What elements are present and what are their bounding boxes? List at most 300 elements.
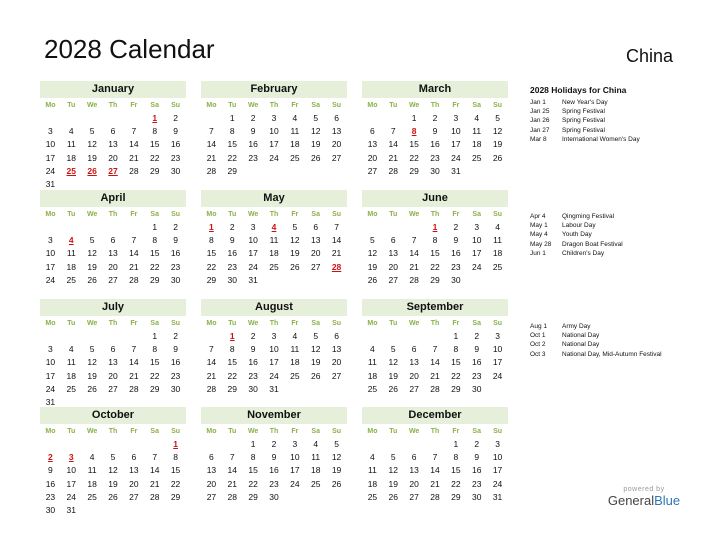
day-cell: 23 xyxy=(471,478,482,489)
day-cell: 8 xyxy=(432,235,438,246)
holiday-date: Jan 26 xyxy=(530,117,550,125)
weekday-label: Th xyxy=(269,320,279,327)
holiday-date: Mar 8 xyxy=(530,135,547,143)
day-cell: 12 xyxy=(87,139,97,150)
holiday-row xyxy=(530,350,710,359)
weekday-label: Mo xyxy=(45,102,56,109)
day-cell: 4 xyxy=(292,331,298,341)
day-cell: 13 xyxy=(108,357,118,368)
day-cell: 26 xyxy=(87,383,97,394)
day-cell: 10 xyxy=(45,357,56,368)
holiday-name: International Women's Day xyxy=(562,135,640,143)
day-cell: 5 xyxy=(292,222,298,232)
day-cell: 17 xyxy=(45,370,56,381)
day-grid xyxy=(40,221,186,287)
day-cell: 17 xyxy=(290,465,300,476)
day-cell: 29 xyxy=(149,274,160,285)
weekday-label: Fr xyxy=(291,102,299,109)
holiday-row xyxy=(530,116,710,125)
day-cell: 22 xyxy=(451,478,461,489)
empty-day xyxy=(61,221,82,234)
weekday-label: We xyxy=(408,211,420,218)
weekday-label: Th xyxy=(108,102,118,109)
day-cell: 12 xyxy=(108,465,118,476)
empty-day xyxy=(425,438,446,451)
weekday-label: Sa xyxy=(472,211,481,218)
day-cell: 16 xyxy=(451,248,461,259)
day-cell: 22 xyxy=(170,478,181,489)
day-cell: 29 xyxy=(227,165,237,176)
day-grid xyxy=(362,438,508,504)
holiday-row xyxy=(530,249,710,258)
day-cell: 18 xyxy=(87,478,97,489)
day-cell: 20 xyxy=(310,248,321,259)
weekday-label: Fr xyxy=(452,320,460,327)
day-cell: 22 xyxy=(451,370,461,381)
day-grid xyxy=(40,330,186,409)
weekday-label: Tu xyxy=(389,102,398,109)
day-cell: 15 xyxy=(248,465,258,476)
weekday-label: Su xyxy=(171,102,181,109)
weekday-label: Tu xyxy=(228,320,237,327)
day-cell: 20 xyxy=(108,370,118,381)
day-cell: 5 xyxy=(89,126,95,137)
day-cell: 12 xyxy=(87,248,97,259)
day-cell: 10 xyxy=(45,139,56,150)
day-cell: 7 xyxy=(209,126,214,137)
day-cell: 25 xyxy=(367,383,378,394)
day-cell: 24 xyxy=(248,261,258,272)
day-grid xyxy=(201,438,347,504)
day-cell: 10 xyxy=(492,452,503,463)
day-cell: 24 xyxy=(45,383,56,394)
day-cell: 7 xyxy=(131,344,137,355)
holiday-name: Army Day xyxy=(562,323,591,330)
day-cell: 11 xyxy=(66,357,76,368)
holiday-day: 1 xyxy=(432,222,438,232)
day-cell: 24 xyxy=(471,261,482,272)
day-cell: 22 xyxy=(227,370,237,381)
day-cell: 9 xyxy=(250,126,256,137)
weekday-label: Tu xyxy=(389,320,398,327)
holiday-day: 1 xyxy=(152,113,158,123)
weekday-label: We xyxy=(86,320,98,327)
day-grid xyxy=(201,112,347,178)
day-cell: 19 xyxy=(310,357,321,368)
day-cell: 28 xyxy=(206,165,217,176)
day-cell: 10 xyxy=(45,248,56,259)
weekday-label: Th xyxy=(108,428,118,435)
day-cell: 28 xyxy=(430,383,440,394)
day-cell: 20 xyxy=(331,139,342,150)
day-cell: 22 xyxy=(206,261,217,272)
day-cell: 10 xyxy=(290,452,300,463)
day-cell: 9 xyxy=(173,344,178,355)
day-cell: 27 xyxy=(409,491,419,502)
day-cell: 6 xyxy=(411,452,417,463)
empty-day xyxy=(383,330,404,343)
weekday-label: Fr xyxy=(130,102,138,109)
day-cell: 6 xyxy=(370,126,375,137)
holiday-name: New Year's Day xyxy=(562,99,608,106)
day-cell: 8 xyxy=(152,344,158,355)
day-cell: 7 xyxy=(152,452,158,463)
day-cell: 1 xyxy=(453,331,459,341)
day-cell: 7 xyxy=(390,126,396,137)
day-cell: 30 xyxy=(227,274,237,285)
weekday-label: Mo xyxy=(367,428,378,435)
weekday-label: Th xyxy=(269,211,279,218)
day-cell: 30 xyxy=(269,491,279,502)
weekday-label: Th xyxy=(269,102,279,109)
holiday-name: Labour Day xyxy=(562,222,596,230)
day-cell: 25 xyxy=(367,491,378,502)
day-cell: 26 xyxy=(331,478,342,489)
day-cell: 15 xyxy=(149,248,160,259)
day-cell: 18 xyxy=(66,370,76,381)
day-cell: 24 xyxy=(66,491,76,502)
day-cell: 9 xyxy=(173,235,178,246)
day-cell: 20 xyxy=(409,478,419,489)
day-cell: 6 xyxy=(334,113,339,123)
empty-day xyxy=(362,112,383,125)
day-cell: 16 xyxy=(430,139,440,150)
day-cell: 21 xyxy=(129,261,139,272)
empty-day xyxy=(362,438,383,451)
day-cell: 13 xyxy=(206,465,217,476)
empty-day xyxy=(40,112,61,125)
month-header: December xyxy=(362,407,508,424)
holiday-row xyxy=(530,135,710,144)
day-cell: 5 xyxy=(89,344,95,355)
day-cell: 27 xyxy=(388,274,398,285)
day-cell: 20 xyxy=(129,478,139,489)
day-cell: 1 xyxy=(250,439,256,449)
day-cell: 2 xyxy=(453,222,459,232)
day-cell: 3 xyxy=(495,439,500,449)
weekday-label: Sa xyxy=(150,211,159,218)
weekday-row xyxy=(201,99,347,112)
day-cell: 11 xyxy=(66,139,76,150)
day-cell: 23 xyxy=(248,152,258,163)
day-cell: 21 xyxy=(206,152,217,163)
day-cell: 21 xyxy=(129,370,139,381)
day-cell: 25 xyxy=(66,383,76,394)
empty-day xyxy=(103,330,124,343)
weekday-label: Fr xyxy=(452,211,460,218)
month-header: October xyxy=(40,407,186,424)
holiday-group xyxy=(530,98,710,144)
day-cell: 2 xyxy=(250,113,256,123)
day-cell: 29 xyxy=(149,165,160,176)
day-cell: 19 xyxy=(87,152,97,163)
day-cell: 29 xyxy=(430,274,440,285)
day-cell: 21 xyxy=(149,478,160,489)
weekday-label: Fr xyxy=(452,102,460,109)
month-july xyxy=(40,299,186,409)
day-cell: 17 xyxy=(269,357,279,368)
weekday-label: We xyxy=(247,428,259,435)
day-cell: 18 xyxy=(290,357,300,368)
day-cell: 6 xyxy=(110,235,116,246)
day-cell: 8 xyxy=(152,235,158,246)
day-cell: 14 xyxy=(129,248,139,259)
holiday-name: Youth Day xyxy=(562,231,592,239)
day-cell: 28 xyxy=(149,491,160,502)
empty-day xyxy=(404,438,425,451)
weekday-label: Su xyxy=(493,428,503,435)
day-cell: 7 xyxy=(432,452,438,463)
day-cell: 17 xyxy=(248,248,258,259)
day-cell: 17 xyxy=(45,152,56,163)
day-cell: 7 xyxy=(432,344,438,355)
brand-blue: Blue xyxy=(654,493,681,508)
day-cell: 29 xyxy=(451,383,461,394)
brand-logo xyxy=(588,486,700,509)
weekday-label: Su xyxy=(493,320,503,327)
day-cell: 3 xyxy=(474,222,480,232)
weekday-label: Mo xyxy=(206,211,217,218)
month-october xyxy=(40,407,186,517)
empty-day xyxy=(61,112,82,125)
empty-day xyxy=(61,438,82,451)
day-cell: 25 xyxy=(269,261,279,272)
day-cell: 19 xyxy=(310,139,321,150)
holiday-day: 1 xyxy=(229,331,235,341)
day-cell: 3 xyxy=(271,331,277,341)
day-cell: 15 xyxy=(430,248,440,259)
day-cell: 2 xyxy=(474,331,480,341)
day-cell: 11 xyxy=(66,248,76,259)
day-cell: 30 xyxy=(430,165,440,176)
day-cell: 24 xyxy=(269,370,279,381)
weekday-label: Fr xyxy=(452,428,460,435)
day-cell: 5 xyxy=(390,344,396,355)
day-cell: 29 xyxy=(409,165,419,176)
weekday-row xyxy=(362,208,508,221)
empty-day xyxy=(82,438,103,451)
weekday-row xyxy=(362,99,508,112)
weekday-label: We xyxy=(408,102,420,109)
day-cell: 12 xyxy=(367,248,378,259)
day-cell: 3 xyxy=(48,126,53,137)
day-cell: 6 xyxy=(313,222,319,232)
day-cell: 18 xyxy=(471,139,482,150)
day-cell: 25 xyxy=(290,152,300,163)
day-cell: 1 xyxy=(152,331,158,341)
holiday-day: 2 xyxy=(48,452,53,463)
weekday-label: Su xyxy=(171,320,181,327)
day-cell: 14 xyxy=(149,465,160,476)
day-cell: 4 xyxy=(313,439,319,449)
day-cell: 9 xyxy=(229,235,235,246)
day-cell: 4 xyxy=(68,126,74,137)
day-cell: 2 xyxy=(173,331,178,341)
day-cell: 4 xyxy=(474,113,480,123)
month-header: January xyxy=(40,81,186,98)
holiday-day: 28 xyxy=(331,261,342,272)
day-cell: 5 xyxy=(313,331,319,341)
holiday-day: 26 xyxy=(87,165,97,176)
day-cell: 8 xyxy=(250,452,256,463)
empty-day xyxy=(404,330,425,343)
weekday-label: Su xyxy=(332,428,342,435)
weekday-label: Mo xyxy=(45,211,56,218)
empty-day xyxy=(123,330,144,343)
day-cell: 28 xyxy=(129,165,139,176)
empty-day xyxy=(82,330,103,343)
empty-day xyxy=(383,112,404,125)
holiday-name: National Day xyxy=(562,341,600,349)
day-cell: 29 xyxy=(227,383,237,394)
weekday-label: Sa xyxy=(150,428,159,435)
day-cell: 18 xyxy=(492,248,503,259)
day-cell: 22 xyxy=(227,152,237,163)
day-cell: 13 xyxy=(331,344,342,355)
day-cell: 14 xyxy=(206,357,217,368)
day-cell: 23 xyxy=(45,491,56,502)
day-cell: 4 xyxy=(68,344,74,355)
day-cell: 16 xyxy=(227,248,237,259)
holiday-date: Aug 1 xyxy=(530,323,547,330)
day-cell: 20 xyxy=(108,152,118,163)
day-cell: 29 xyxy=(170,491,181,502)
month-may xyxy=(201,190,347,287)
day-cell: 20 xyxy=(409,370,419,381)
day-cell: 5 xyxy=(334,439,339,449)
empty-day xyxy=(404,221,425,234)
month-header: May xyxy=(201,190,347,207)
day-cell: 19 xyxy=(87,261,97,272)
day-cell: 12 xyxy=(310,344,321,355)
day-cell: 20 xyxy=(108,261,118,272)
day-grid xyxy=(201,221,347,287)
day-cell: 13 xyxy=(331,126,342,137)
holiday-date: May 4 xyxy=(530,231,548,239)
day-cell: 23 xyxy=(248,370,258,381)
empty-day xyxy=(201,330,222,343)
day-cell: 26 xyxy=(87,274,97,285)
weekday-label: We xyxy=(247,102,259,109)
day-cell: 8 xyxy=(453,344,459,355)
weekday-label: Mo xyxy=(206,320,217,327)
day-cell: 13 xyxy=(310,235,321,246)
day-cell: 11 xyxy=(493,235,502,246)
weekday-label: Mo xyxy=(45,428,56,435)
day-cell: 16 xyxy=(45,478,56,489)
day-cell: 17 xyxy=(492,357,503,368)
holiday-row xyxy=(530,98,710,107)
empty-day xyxy=(82,221,103,234)
day-cell: 1 xyxy=(152,222,158,232)
day-cell: 7 xyxy=(131,235,137,246)
weekday-row xyxy=(201,425,347,438)
weekday-label: Tu xyxy=(228,428,237,435)
country-name: China xyxy=(626,46,674,66)
day-cell: 29 xyxy=(149,383,160,394)
month-header: February xyxy=(201,81,347,98)
day-cell: 25 xyxy=(310,478,321,489)
day-cell: 21 xyxy=(430,478,440,489)
weekday-label: Tu xyxy=(67,211,76,218)
holiday-date: Oct 2 xyxy=(530,341,546,349)
holiday-name: Spring Festival xyxy=(562,126,605,134)
day-cell: 8 xyxy=(152,126,158,137)
day-cell: 10 xyxy=(248,235,258,246)
day-cell: 4 xyxy=(370,344,375,355)
day-cell: 10 xyxy=(471,235,482,246)
day-cell: 16 xyxy=(269,465,279,476)
weekday-label: We xyxy=(247,211,259,218)
day-cell: 10 xyxy=(451,126,461,137)
day-cell: 16 xyxy=(248,139,258,150)
day-cell: 3 xyxy=(271,113,277,123)
day-cell: 11 xyxy=(368,465,377,476)
day-cell: 6 xyxy=(390,235,396,246)
weekday-label: Fr xyxy=(130,211,138,218)
day-cell: 18 xyxy=(290,139,300,150)
day-cell: 13 xyxy=(409,357,419,368)
day-cell: 4 xyxy=(89,452,95,463)
weekday-label: Th xyxy=(108,320,118,327)
day-cell: 28 xyxy=(388,165,398,176)
holiday-row xyxy=(530,126,710,135)
day-cell: 25 xyxy=(87,491,97,502)
day-cell: 21 xyxy=(206,370,217,381)
day-cell: 11 xyxy=(87,465,97,476)
month-february xyxy=(201,81,347,178)
day-cell: 23 xyxy=(269,478,279,489)
day-cell: 29 xyxy=(451,491,461,502)
day-cell: 27 xyxy=(310,261,321,272)
day-cell: 31 xyxy=(451,165,461,176)
day-cell: 26 xyxy=(388,383,398,394)
day-cell: 15 xyxy=(451,357,461,368)
day-cell: 17 xyxy=(492,465,503,476)
day-cell: 12 xyxy=(388,465,398,476)
day-cell: 14 xyxy=(227,465,237,476)
weekday-label: Fr xyxy=(291,428,299,435)
holiday-date: Jan 1 xyxy=(530,99,546,106)
day-cell: 8 xyxy=(209,235,214,246)
weekday-label: Sa xyxy=(311,102,320,109)
day-cell: 28 xyxy=(430,491,440,502)
day-grid xyxy=(201,330,347,396)
empty-day xyxy=(123,438,144,451)
day-cell: 27 xyxy=(331,152,342,163)
day-cell: 5 xyxy=(313,113,319,123)
day-cell: 8 xyxy=(229,126,235,137)
empty-day xyxy=(40,330,61,343)
holiday-row xyxy=(530,331,710,340)
day-cell: 30 xyxy=(170,274,181,285)
weekday-label: Su xyxy=(171,211,181,218)
brand-general: General xyxy=(607,493,655,508)
empty-day xyxy=(103,438,124,451)
day-cell: 8 xyxy=(453,452,459,463)
holiday-date: May 1 xyxy=(530,222,548,230)
day-cell: 2 xyxy=(173,113,178,123)
holiday-day: 1 xyxy=(209,222,214,232)
weekday-label: Su xyxy=(332,102,342,109)
empty-day xyxy=(82,112,103,125)
day-cell: 26 xyxy=(492,152,503,163)
day-cell: 27 xyxy=(409,383,419,394)
holiday-date: Oct 1 xyxy=(530,332,546,340)
day-cell: 6 xyxy=(110,344,116,355)
day-cell: 18 xyxy=(310,465,321,476)
holiday-date: Jun 1 xyxy=(530,249,546,257)
